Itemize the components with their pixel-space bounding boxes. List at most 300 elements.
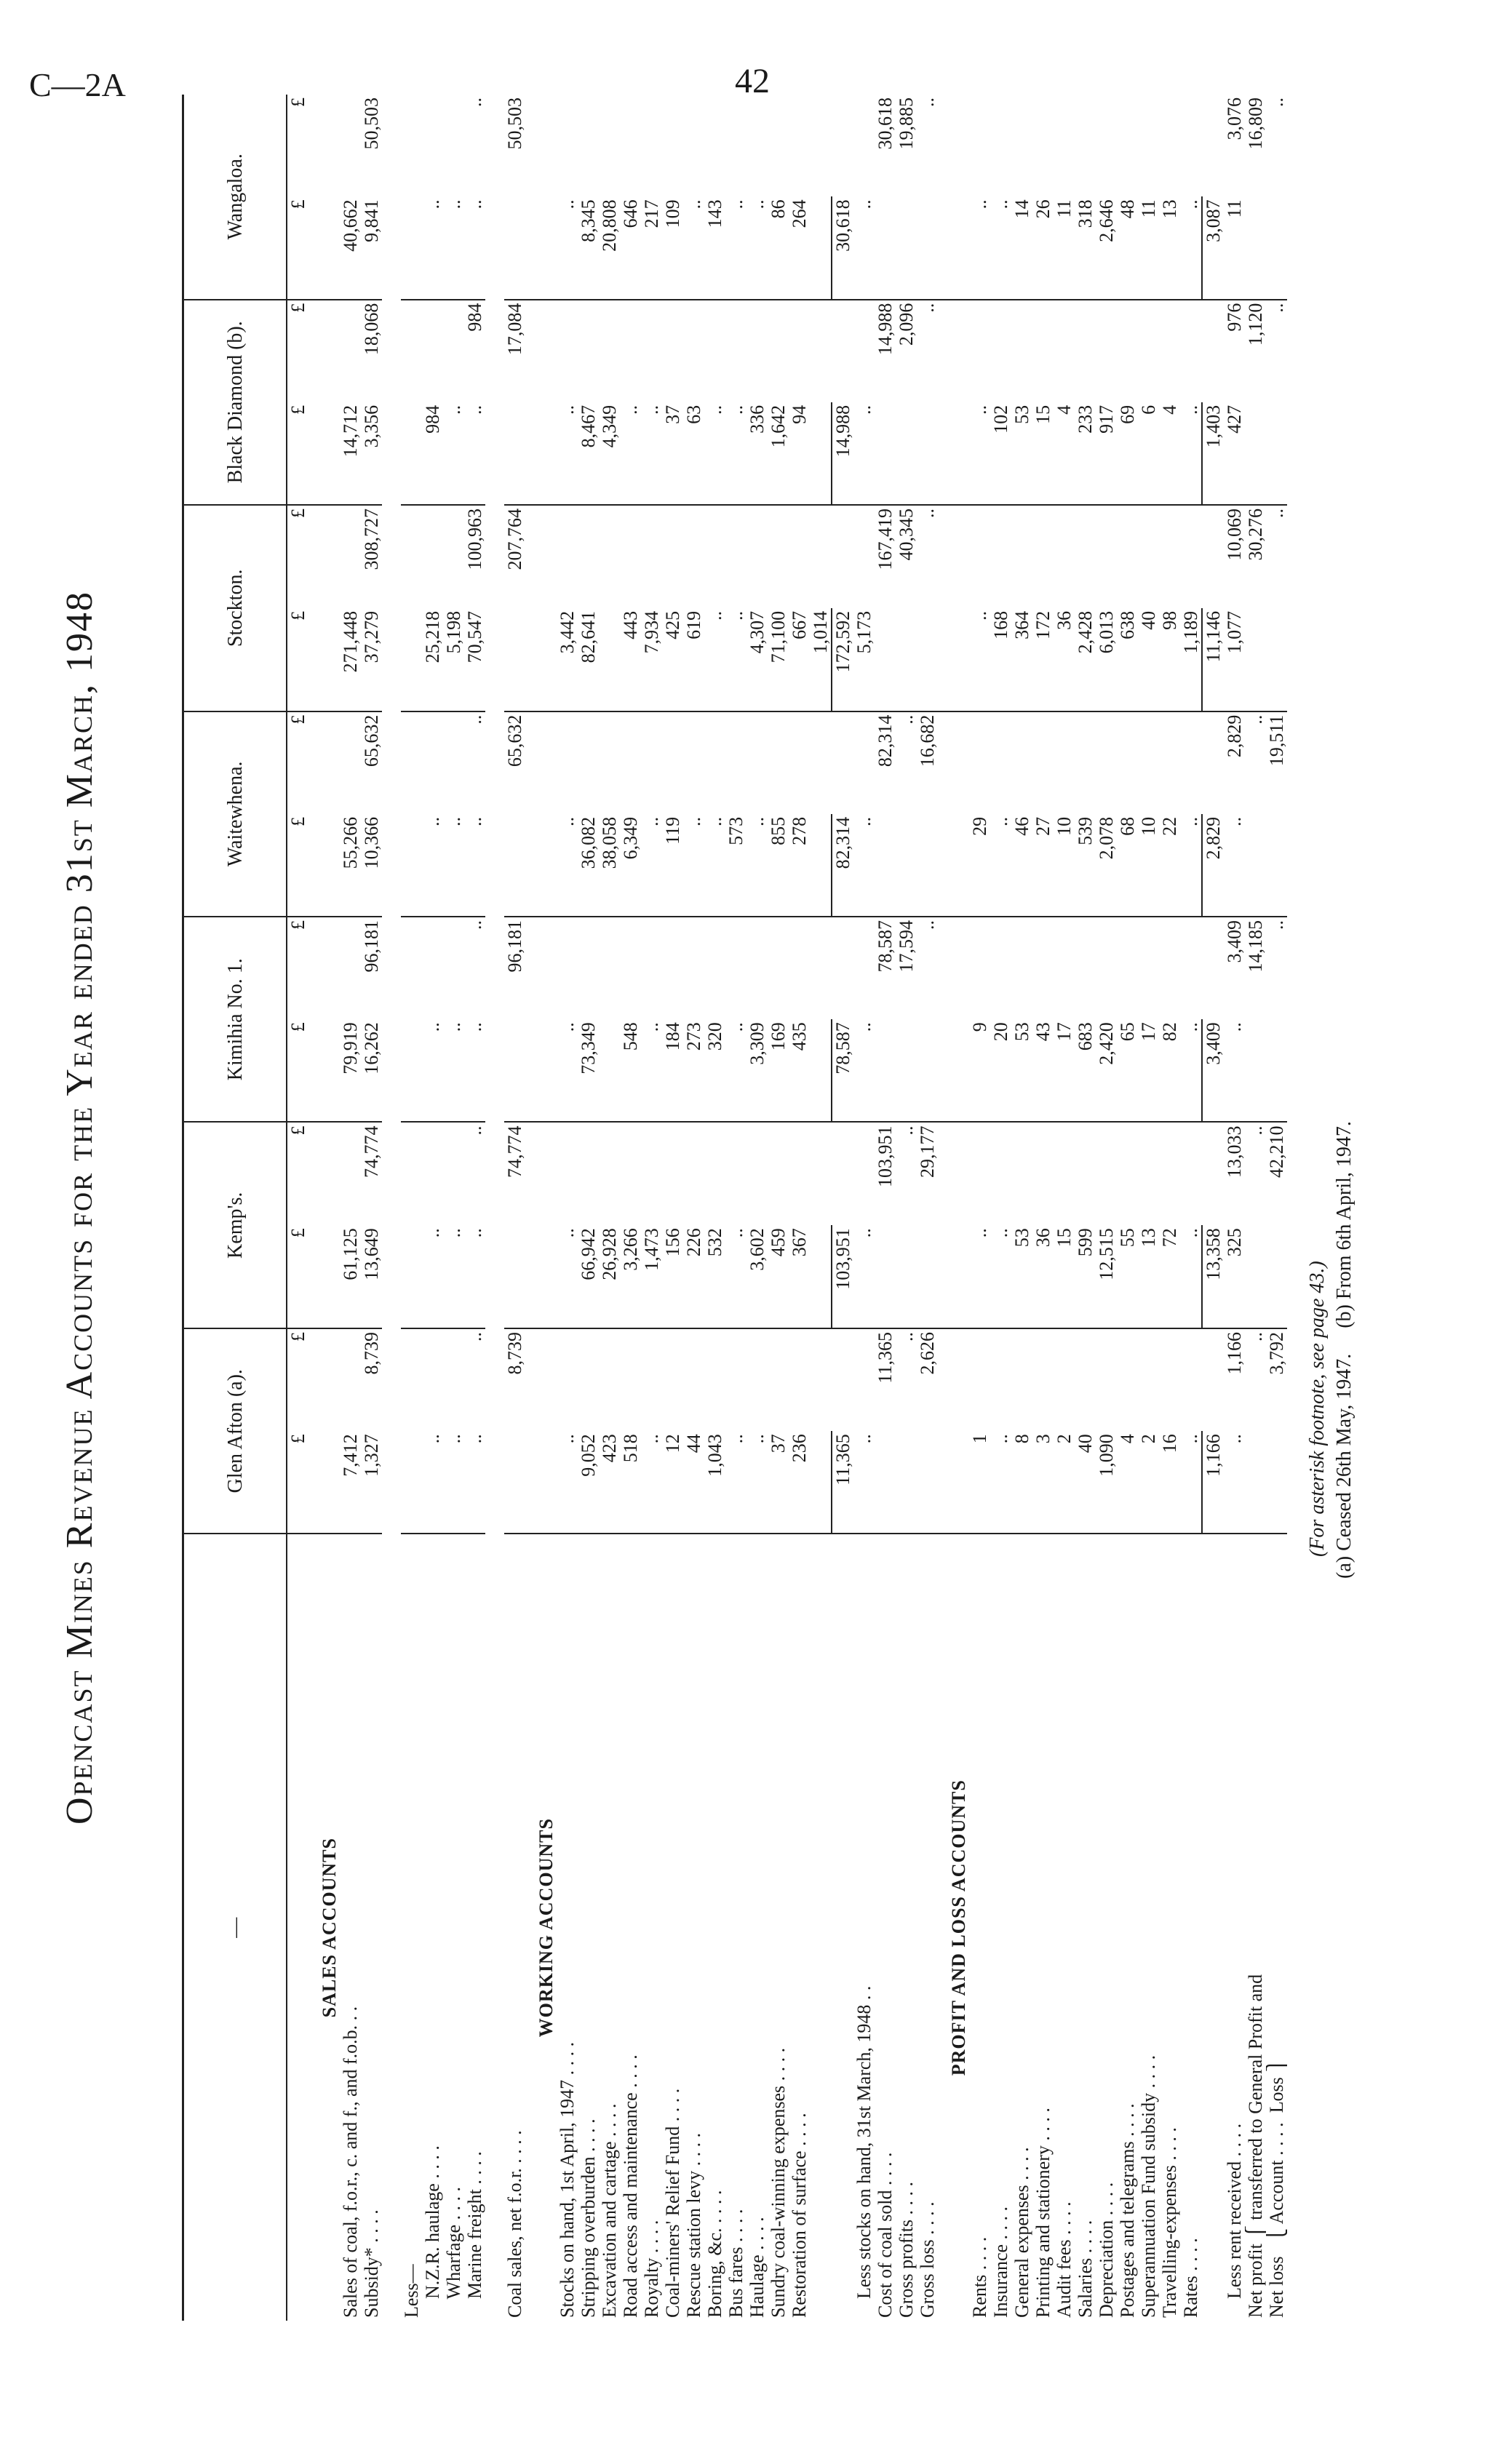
- table-row: [1054, 95, 1075, 2321]
- detail-value: [1266, 1431, 1287, 1534]
- detail-value: [401, 608, 422, 711]
- detail-value: ..: [443, 1431, 464, 1534]
- total-value: 13,033: [1224, 1125, 1245, 1178]
- total-value: [401, 505, 422, 608]
- footnote-a: (a) Ceased 26th May, 1947.: [1333, 1353, 1355, 1579]
- total-value: [340, 95, 361, 196]
- detail-value: ..: [746, 814, 768, 917]
- row-label: Audit fees . . . .: [1054, 2201, 1075, 2318]
- detail-value: 3,266: [620, 1225, 641, 1328]
- total-value: [969, 95, 990, 196]
- row-label: Insurance . . . .: [990, 2206, 1011, 2318]
- total-value: 82,314: [875, 714, 896, 767]
- empty-cell: [525, 300, 557, 402]
- detail-value: ..: [1180, 402, 1202, 505]
- row-label: Superannuation Fund subsidy . . . .: [1138, 2054, 1159, 2318]
- detail-value: [917, 196, 938, 299]
- currency-symbol: £: [287, 1125, 308, 1136]
- empty-cell: [525, 1122, 557, 1225]
- row-label: Rescue station levy . . . .: [683, 2132, 704, 2318]
- empty-cell: [938, 608, 969, 711]
- total-value: [1117, 1122, 1138, 1225]
- detail-value: 1: [969, 1431, 990, 1534]
- total-value: [340, 505, 361, 608]
- detail-value: [1266, 814, 1287, 917]
- total-value: [1032, 711, 1054, 814]
- detail-value: 94: [789, 402, 810, 505]
- total-value: [599, 95, 620, 196]
- detail-value: 29: [969, 814, 990, 917]
- total-value: [853, 711, 875, 814]
- detail-value: [401, 1225, 422, 1328]
- table-row: [746, 95, 768, 2321]
- total-value: [1075, 505, 1096, 608]
- total-value: [641, 95, 662, 196]
- detail-value: ..: [683, 196, 704, 299]
- empty-cell: [938, 917, 969, 1019]
- empty-cell: [308, 300, 340, 402]
- detail-value: [504, 608, 525, 711]
- total-value: [1096, 300, 1117, 402]
- total-value: [1096, 711, 1117, 814]
- total-value: [683, 917, 704, 1019]
- detail-value: 10,366: [361, 814, 382, 917]
- total-value: 29,177: [917, 1125, 938, 1178]
- total-value: [725, 917, 746, 1019]
- detail-value: [1266, 402, 1287, 505]
- total-value: ..: [464, 1125, 485, 1136]
- table-row: [1245, 95, 1266, 2321]
- total-value: 16,682: [917, 714, 938, 767]
- asterisk-footnote: (For asterisk footnote, see page 43.): [1306, 1261, 1329, 1557]
- total-value: [768, 711, 789, 814]
- row-label: Royalty . . . .: [641, 2220, 662, 2318]
- detail-value: 638: [1117, 608, 1138, 711]
- total-value: [620, 95, 641, 196]
- total-value: [1180, 711, 1202, 814]
- detail-value: 459: [768, 1225, 789, 1328]
- detail-value: [810, 1431, 832, 1534]
- detail-value: 36: [1032, 1225, 1054, 1328]
- row-label: Net loss ⎩ Account . . . . Loss ⎫: [1266, 2058, 1287, 2318]
- total-value: [1054, 711, 1075, 814]
- empty-cell: [308, 95, 340, 196]
- table-body: [287, 95, 1287, 2321]
- total-value: [1138, 300, 1159, 402]
- table-row: [557, 95, 578, 2321]
- detail-value: 103,951: [832, 1225, 853, 1328]
- detail-value: 4: [1054, 402, 1075, 505]
- detail-value: 15: [1054, 1225, 1075, 1328]
- total-value: [557, 505, 578, 608]
- table-row: [340, 95, 361, 2321]
- detail-value: 172: [1032, 608, 1054, 711]
- detail-value: ..: [725, 196, 746, 299]
- detail-value: 20,808: [599, 196, 620, 299]
- total-value: ..: [917, 509, 938, 519]
- total-value: [1159, 1122, 1180, 1225]
- total-value: [1075, 300, 1096, 402]
- table-row: [578, 95, 599, 2321]
- detail-value: 443: [620, 608, 641, 711]
- detail-value: 169: [768, 1019, 789, 1122]
- empty-cell: [525, 1328, 557, 1431]
- detail-value: 3,409: [1202, 1019, 1224, 1122]
- detail-value: ..: [557, 1225, 578, 1328]
- detail-value: ..: [464, 1019, 485, 1122]
- total-value: [422, 1328, 443, 1431]
- total-value: [853, 1328, 875, 1431]
- detail-value: 53: [1011, 1019, 1032, 1122]
- total-value: [1054, 505, 1075, 608]
- total-value: ..: [1245, 1125, 1266, 1136]
- detail-value: ..: [443, 402, 464, 505]
- total-value: ..: [464, 97, 485, 107]
- detail-value: ..: [464, 814, 485, 917]
- total-value: [401, 711, 422, 814]
- total-value: ..: [1245, 1332, 1266, 1342]
- row-label: Stripping overburden . . . .: [578, 2118, 599, 2318]
- detail-value: 1,473: [641, 1225, 662, 1328]
- total-value: [401, 300, 422, 402]
- total-value: [1075, 1328, 1096, 1431]
- empty-cell: [525, 917, 557, 1019]
- total-value: [443, 1122, 464, 1225]
- detail-value: 1,403: [1202, 402, 1224, 505]
- detail-value: 184: [662, 1019, 683, 1122]
- total-value: [599, 1328, 620, 1431]
- total-value: [1054, 300, 1075, 402]
- total-value: [641, 711, 662, 814]
- total-value: [725, 505, 746, 608]
- table-row: [1117, 95, 1138, 2321]
- detail-value: [896, 608, 917, 711]
- detail-value: 46: [1011, 814, 1032, 917]
- table-row: [853, 95, 875, 2321]
- detail-value: [896, 1225, 917, 1328]
- total-value: [1117, 300, 1138, 402]
- table-row: [1159, 95, 1180, 2321]
- total-value: [746, 1328, 768, 1431]
- total-value: [1180, 1122, 1202, 1225]
- currency-row-label: [287, 1534, 308, 2321]
- detail-value: [810, 1019, 832, 1122]
- total-value: [789, 711, 810, 814]
- total-value: [704, 917, 725, 1019]
- total-value: ..: [1266, 920, 1287, 930]
- detail-value: 12: [662, 1431, 683, 1534]
- total-value: [810, 917, 832, 1019]
- detail-value: 5,198: [443, 608, 464, 711]
- detail-value: [401, 402, 422, 505]
- total-value: [443, 711, 464, 814]
- total-value: [832, 1328, 853, 1431]
- detail-value: 36: [1054, 608, 1075, 711]
- table-row: [990, 95, 1011, 2321]
- detail-value: [401, 1019, 422, 1122]
- total-value: [853, 505, 875, 608]
- total-value: [1117, 917, 1138, 1019]
- detail-value: [896, 402, 917, 505]
- empty-cell: [308, 1328, 340, 1431]
- total-value: [641, 1122, 662, 1225]
- detail-value: 427: [1224, 402, 1245, 505]
- total-value: [422, 505, 443, 608]
- empty-cell: [525, 1225, 557, 1328]
- detail-value: 3,087: [1202, 196, 1224, 299]
- detail-value: 5,173: [853, 608, 875, 711]
- detail-value: ..: [557, 814, 578, 917]
- detail-value: 2,646: [1096, 196, 1117, 299]
- total-value: 308,727: [361, 509, 382, 570]
- row-label: Coal sales, net f.o.r. . . . .: [504, 2130, 525, 2318]
- detail-value: [875, 814, 896, 917]
- detail-value: ..: [725, 402, 746, 505]
- detail-value: 70,547: [464, 608, 485, 711]
- total-value: 207,764: [504, 509, 525, 570]
- detail-value: 367: [789, 1225, 810, 1328]
- detail-value: [504, 1431, 525, 1534]
- detail-value: ..: [853, 402, 875, 505]
- detail-value: 3,309: [746, 1019, 768, 1122]
- total-value: [1054, 95, 1075, 196]
- detail-value: 8,467: [578, 402, 599, 505]
- total-value: [662, 1328, 683, 1431]
- detail-value: [917, 608, 938, 711]
- total-value: [853, 300, 875, 402]
- detail-value: [401, 196, 422, 299]
- total-value: [620, 917, 641, 1019]
- section-heading-row: [938, 95, 969, 2321]
- detail-value: 7,412: [340, 1431, 361, 1534]
- detail-value: 11,365: [832, 1431, 853, 1534]
- total-value: [443, 505, 464, 608]
- detail-value: ..: [969, 1225, 990, 1328]
- detail-value: 13: [1159, 196, 1180, 299]
- empty-cell: [525, 196, 557, 299]
- total-value: [1032, 1122, 1054, 1225]
- total-value: 18,068: [361, 303, 382, 356]
- detail-value: 1,043: [704, 1431, 725, 1534]
- total-value: 74,774: [504, 1125, 525, 1178]
- row-label: Depreciation . . . .: [1096, 2182, 1117, 2318]
- detail-value: 8,345: [578, 196, 599, 299]
- detail-value: 264: [789, 196, 810, 299]
- total-value: [969, 917, 990, 1019]
- currency-symbol: £: [287, 509, 308, 519]
- total-value: ..: [896, 1332, 917, 1342]
- total-value: 2,096: [896, 303, 917, 346]
- detail-value: 78,587: [832, 1019, 853, 1122]
- table-row: [599, 95, 620, 2321]
- empty-cell: [308, 711, 340, 814]
- total-value: [557, 1122, 578, 1225]
- footnote-b: (b) From 6th April, 1947.: [1333, 1121, 1355, 1328]
- detail-value: ..: [422, 1225, 443, 1328]
- detail-value: ..: [1224, 814, 1245, 917]
- detail-value: [401, 814, 422, 917]
- detail-value: 2,078: [1096, 814, 1117, 917]
- detail-value: 646: [620, 196, 641, 299]
- total-value: ..: [917, 920, 938, 930]
- total-value: [557, 917, 578, 1019]
- detail-value: 63: [683, 402, 704, 505]
- total-value: [746, 917, 768, 1019]
- total-value: [704, 95, 725, 196]
- detail-value: 25,218: [422, 608, 443, 711]
- detail-value: 43: [1032, 1019, 1054, 1122]
- total-value: [810, 1122, 832, 1225]
- total-value: [832, 505, 853, 608]
- detail-value: 364: [1011, 608, 1032, 711]
- detail-value: 3,602: [746, 1225, 768, 1328]
- empty-cell: [525, 814, 557, 917]
- total-value: [1011, 1328, 1032, 1431]
- row-label: Printing and stationery . . . .: [1032, 2108, 1054, 2318]
- row-label: Less rent received . . . .: [1224, 2123, 1245, 2318]
- total-value: [1054, 917, 1075, 1019]
- detail-value: 233: [1075, 402, 1096, 505]
- total-value: [340, 917, 361, 1019]
- detail-value: ..: [1180, 814, 1202, 917]
- detail-value: 11,146: [1202, 608, 1224, 711]
- total-value: [557, 95, 578, 196]
- detail-value: [875, 196, 896, 299]
- detail-value: 10: [1054, 814, 1075, 917]
- table-row: [896, 95, 917, 2321]
- detail-value: [875, 608, 896, 711]
- empty-cell: [938, 300, 969, 402]
- table-row: [464, 95, 485, 2321]
- total-value: [768, 1328, 789, 1431]
- detail-value: [401, 1431, 422, 1534]
- total-value: ..: [896, 714, 917, 725]
- total-value: 19,511: [1266, 714, 1287, 767]
- total-value: [599, 300, 620, 402]
- total-value: [725, 711, 746, 814]
- total-value: ..: [1245, 714, 1266, 725]
- detail-value: 98: [1159, 608, 1180, 711]
- detail-value: 917: [1096, 402, 1117, 505]
- detail-value: [875, 1019, 896, 1122]
- row-label: Sundry coal-winning expenses . . . .: [768, 2047, 789, 2318]
- detail-value: [810, 402, 832, 505]
- total-value: [1180, 300, 1202, 402]
- detail-value: 37,279: [361, 608, 382, 711]
- detail-value: ..: [641, 814, 662, 917]
- detail-value: ..: [704, 402, 725, 505]
- total-value: [578, 300, 599, 402]
- total-value: [1138, 1122, 1159, 1225]
- total-value: [662, 1122, 683, 1225]
- detail-value: ..: [725, 608, 746, 711]
- total-value: [578, 917, 599, 1019]
- total-value: [832, 300, 853, 402]
- table-row: [1202, 95, 1224, 2321]
- total-value: [620, 1122, 641, 1225]
- total-value: 50,503: [361, 97, 382, 150]
- detail-value: 2,420: [1096, 1019, 1117, 1122]
- detail-value: ..: [1180, 1225, 1202, 1328]
- rotated-table-sheet: [58, 95, 1441, 2321]
- detail-value: [896, 814, 917, 917]
- detail-value: ..: [464, 196, 485, 299]
- total-value: 30,276: [1245, 509, 1266, 561]
- total-value: [725, 1122, 746, 1225]
- total-value: [1180, 917, 1202, 1019]
- detail-value: [917, 402, 938, 505]
- empty-cell: [525, 505, 557, 608]
- empty-cell: [308, 814, 340, 917]
- total-value: [1075, 95, 1096, 196]
- total-value: [746, 300, 768, 402]
- total-value: [1054, 1328, 1075, 1431]
- detail-value: ..: [746, 196, 768, 299]
- detail-value: 48: [1117, 196, 1138, 299]
- total-value: 100,963: [464, 509, 485, 570]
- table-row: [704, 95, 725, 2321]
- detail-value: 37: [768, 1431, 789, 1534]
- total-value: [443, 95, 464, 196]
- detail-value: ..: [422, 1431, 443, 1534]
- total-value: ..: [464, 714, 485, 725]
- detail-value: [875, 402, 896, 505]
- total-value: [990, 300, 1011, 402]
- total-value: [599, 917, 620, 1019]
- row-label: Net profit ⎧ transferred to General Profit and: [1245, 1974, 1266, 2318]
- total-value: [1202, 711, 1224, 814]
- total-value: 3,792: [1266, 1332, 1287, 1375]
- table-row: [1180, 95, 1202, 2321]
- total-value: [1202, 917, 1224, 1019]
- detail-value: ..: [557, 1019, 578, 1122]
- row-label: Less stocks on hand, 31st March, 1948 . .: [853, 1985, 875, 2318]
- detail-value: 55,266: [340, 814, 361, 917]
- total-value: [641, 917, 662, 1019]
- total-value: [683, 1328, 704, 1431]
- detail-value: ..: [1180, 1019, 1202, 1122]
- detail-value: ..: [969, 402, 990, 505]
- column-header-4: Waitewhena.: [183, 711, 287, 917]
- currency-symbol: £: [287, 814, 308, 917]
- total-value: [768, 1122, 789, 1225]
- total-value: [768, 300, 789, 402]
- empty-cell: [308, 608, 340, 711]
- total-value: [683, 505, 704, 608]
- detail-value: 119: [662, 814, 683, 917]
- total-value: ..: [917, 97, 938, 107]
- total-value: [340, 300, 361, 402]
- total-value: [1159, 917, 1180, 1019]
- detail-value: [599, 1019, 620, 1122]
- total-value: ..: [896, 1125, 917, 1136]
- total-value: ..: [917, 303, 938, 313]
- detail-value: 38,058: [599, 814, 620, 917]
- total-value: [1202, 505, 1224, 608]
- total-value: [443, 1328, 464, 1431]
- total-value: [789, 505, 810, 608]
- table-row: [1011, 95, 1032, 2321]
- total-value: [1180, 1328, 1202, 1431]
- empty-cell: [938, 1225, 969, 1328]
- total-value: [443, 917, 464, 1019]
- total-value: [683, 711, 704, 814]
- total-value: [620, 505, 641, 608]
- table-row: [361, 95, 382, 2321]
- total-value: 2,829: [1224, 714, 1245, 758]
- detail-value: 22: [1159, 814, 1180, 917]
- total-value: [768, 505, 789, 608]
